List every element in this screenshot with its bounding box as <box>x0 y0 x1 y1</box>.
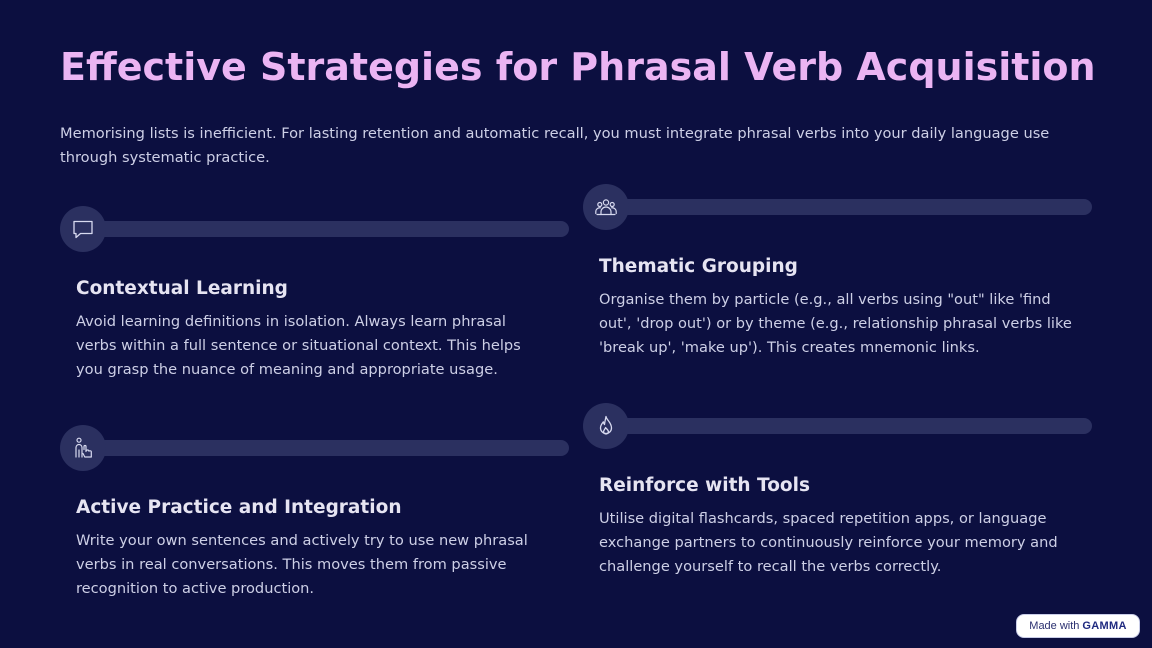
card-header-track <box>583 184 1092 230</box>
slide-subtitle: Memorising lists is inefficient. For lasting retention and automatic recall, you must integrate phrasal verbs into your daily language use through systematic practice. <box>60 125 1050 166</box>
flame-icon <box>583 403 629 449</box>
card-header-track <box>583 403 1092 449</box>
badge-prefix: Made with <box>1029 620 1080 632</box>
progress-bar <box>90 440 569 456</box>
gamma-logo: GAMMA <box>1082 620 1127 632</box>
card-body: Write your own sentences and actively try to use new phrasal verbs in real conversations. This moves them from passive recognition to active production. <box>76 532 528 597</box>
card-title: Active Practice and Integration <box>76 497 402 518</box>
card-body: Avoid learning definitions in isolation. Always learn phrasal verbs within a full sentence or situational context. This helps you grasp the nuance of meaning and appropriate usage. <box>76 313 521 378</box>
progress-bar <box>613 418 1092 434</box>
card-body: Utilise digital flashcards, spaced repetition apps, or language exchange partners to continuously reinforce your memory and challenge yourself to recall the verbs correctly. <box>599 510 1058 575</box>
progress-bar <box>90 221 569 237</box>
slide-title: Effective Strategies for Phrasal Verb Acquisition <box>60 45 1096 89</box>
card-title: Reinforce with Tools <box>599 475 810 496</box>
card-header-track <box>60 206 569 252</box>
card-title: Contextual Learning <box>76 278 288 299</box>
progress-bar <box>613 199 1092 215</box>
made-with-gamma-badge[interactable] <box>1016 614 1140 638</box>
person-pointing-icon <box>60 425 106 471</box>
speech-bubble-icon <box>60 206 106 252</box>
card-header-track <box>60 425 569 471</box>
card-body: Organise them by particle (e.g., all verbs using "out" like 'find out', 'drop out') or by theme (e.g., relationship phrasal verbs like 'break up', 'make up'). This creates mnemonic links. <box>599 291 1072 356</box>
card-title: Thematic Grouping <box>599 256 798 277</box>
group-icon <box>583 184 629 230</box>
